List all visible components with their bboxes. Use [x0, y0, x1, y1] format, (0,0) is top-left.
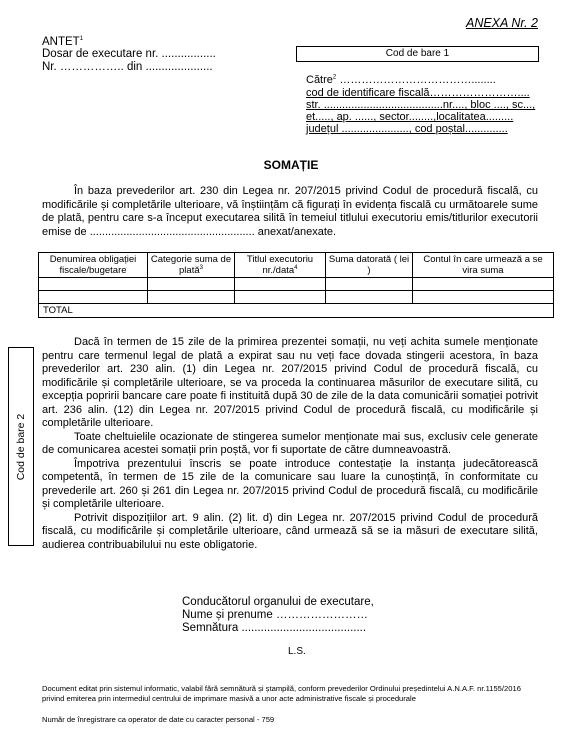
col-header-account: Contul în care urmează a se vira suma [413, 253, 554, 278]
header-dosar: Dosar de executare nr. ................. [42, 48, 216, 60]
col-header-obligation: Denumirea obligației fiscale/bugetare [39, 253, 148, 278]
body-paragraph: Dacă în termen de 15 zile de la primirea prezentei somații, nu veți achita sumele menționate pentru care termenul legal de plată a expirat sau nu veți face dovada stingerii acestora, în baza prevederilor art. 230 alin. (1) din Legea nr. 207/2015 privind Codul de procedură fiscală, cu modificările și completările ulterioare, se va proceda la continuarea măsurilor de executare silită, cu excepția popririi bancare care poate fi instituită după 30 de zile de la data comunicării somației potrivit art. 236 alin. (12) din Legea nr. 207/2015 privind Codul de procedură fiscală, cu modificările și completările ulterioare. [42, 336, 538, 429]
document-title: SOMAȚIE [263, 158, 319, 172]
signature-sign: Semnătura ....................................... [182, 622, 367, 634]
table-header-row [39, 253, 554, 278]
table-total-row [39, 304, 554, 318]
header-nr: Nr. …………….. din ..................... [42, 61, 213, 73]
recipient-line-2: str. .......................................nr...., bloc ...., sc..., [306, 99, 536, 111]
barcode-2-label: Cod de bare 2 [15, 413, 27, 480]
intro-paragraph [42, 185, 538, 239]
body-paragraphs [42, 336, 538, 552]
signature-head: Conducătorul organului de executare, [182, 596, 374, 608]
col-header-amount: Suma datorată ( lei ) [326, 253, 413, 278]
col-header-title: Titlul executoriu nr./data$^4$ [235, 253, 326, 278]
body-paragraph: Potrivit dispozițiilor art. 9 alin. (2) lit. d) din Legea nr. 207/2015 privind Codul de procedură fiscală, cu modificările și completările ulterioare, când urmează să se ia măsuri de executare silită, audierea contribuabilului nu este obligatorie. [42, 511, 538, 551]
intro-text: În baza prevederilor art. 230 din Legea nr. 207/2015 privind Codul de procedură fiscală, cu modificările și completările ulterioare, vă înștiințăm că figurați în evidența fiscală cu următoarele sume de plată, pentru care s-a început executarea silită în temeiul titlului executoriu emis/titlurilor executorii emise de ...................................................... anexat/anexate. [42, 185, 538, 238]
footer-note: Document editat prin sistemul informatic, valabil fără semnătură și ștampilă, conform prevederilor Ordinului președintelui A.N.A.F. nr.1155/2016 privind emiterea prin intermediul centrului de imprimare masivă a unor acte administrative fiscale și procedurale [42, 684, 521, 703]
barcode-2-box [8, 347, 34, 546]
ls-mark: L.S. [288, 646, 306, 657]
recipient-catre: Către$^2$ ………………………………........ [306, 74, 496, 86]
body-paragraph: Împotriva prezentului înscris se poate introduce contestație la instanța judecătorească competentă, în termen de 15 zile de la comunicare sau luare la cunoștință, în conformitate cu prevederile art. 260 și 261 din Legea nr. 207/2015 privind Codul de procedură fiscală, cu modificările și completările ulterioare. [42, 457, 538, 510]
table-row [39, 278, 554, 291]
recipient-line-1: cod de identificare fiscală…………………….... [306, 87, 530, 99]
obligations-table [38, 252, 554, 318]
antet-note: 1 [79, 36, 84, 43]
table-row [39, 291, 554, 304]
recipient-line-3: et....., ap. ......, sector........,localitatea......... [306, 111, 514, 123]
footer-registration: Număr de înregistrare ca operator de date cu caracter personal - 759 [42, 715, 275, 724]
col-header-category: Categorie suma de plată$^3$ [148, 253, 235, 278]
body-paragraph: Toate cheltuielile ocazionate de stingerea sumelor menționate mai sus, exclusiv cele generate de comunicarea acestei somații prin poștă, vor fi suportate de către dumneavoastră. [42, 430, 538, 456]
catre-note: 2 [332, 74, 337, 81]
signature-name: Nume și prenume …………………… [182, 609, 368, 621]
total-label: TOTAL [39, 304, 554, 318]
header-antet: ANTET$^1$ [42, 36, 84, 48]
barcode-1-box: Cod de bare 1 [296, 46, 539, 62]
annex-label: ANEXA Nr. 2 [465, 16, 538, 30]
recipient-line-4: județul ......................, cod poștal.............. [306, 123, 508, 135]
